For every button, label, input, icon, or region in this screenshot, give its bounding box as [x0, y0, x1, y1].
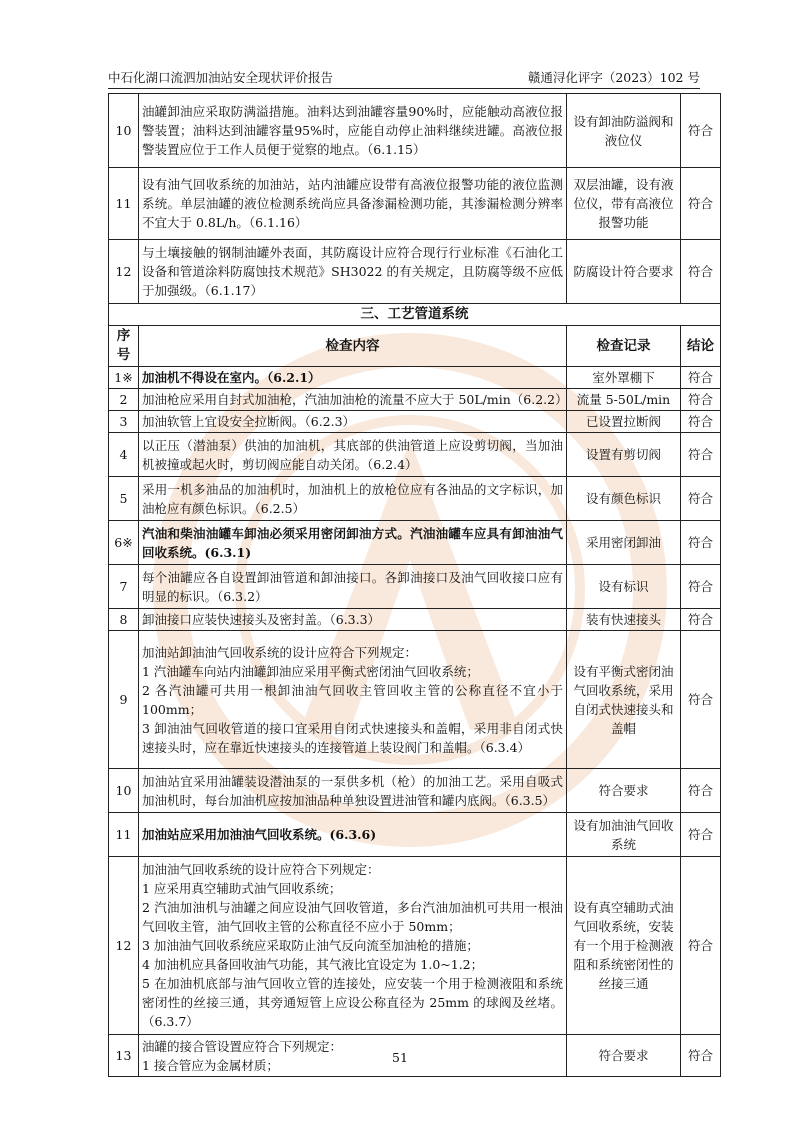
content-line: 油罐的接合管设置应符合下列规定： [142, 1038, 343, 1054]
row-number: 12 [109, 240, 139, 304]
check-record: 设有真空辅助式油气回收系统，安装有一个用于检测液阻和系统密闭性的丝接三通 [567, 857, 681, 1035]
check-record: 装有快速接头 [567, 609, 681, 631]
check-record: 已设置拉断阀 [567, 411, 681, 433]
check-record: 采用密闭卸油 [567, 521, 681, 565]
check-content: 卸油接口应装快速接头及密封盖。（6.3.3） [139, 609, 567, 631]
check-record: 流量 5-50L/min [567, 389, 681, 411]
section-header-row [109, 304, 721, 326]
table-row [109, 411, 721, 433]
check-content: 油罐卸油应采取防满溢措施。油料达到油罐容量90%时，应能触动高液位报警装置；油料达到油罐容量95%时，应能自动停止油料继续进罐。高液位报警装置应位于工作人员便于觉察的地点。（6.1.15） [139, 94, 567, 168]
table-row [109, 609, 721, 631]
column-header-conclusion: 结论 [681, 326, 721, 367]
check-record: 设置有剪切阀 [567, 433, 681, 477]
table-row [109, 367, 721, 389]
table-row [109, 433, 721, 477]
table-row [109, 94, 721, 168]
check-conclusion: 符合 [681, 769, 721, 813]
check-content: 加油枪应采用自封式加油枪，汽油加油枪的流量不应大于 50L/min（6.2.2） [139, 389, 567, 411]
table-row [109, 857, 721, 1035]
inspection-table [108, 93, 721, 1077]
table-row [109, 813, 721, 857]
content-line: 4 加油机应具备回收油气功能，其气液比宜设定为 1.0~1.2； [142, 957, 484, 972]
report-number: 赣通浔化评字（2023）102 号 [527, 70, 700, 85]
check-content: 加油机不得设在室内。（6.2.1） [139, 367, 567, 389]
row-number: 10 [109, 94, 139, 168]
row-number: 1※ [109, 367, 139, 389]
table-row [109, 477, 721, 521]
check-record: 双层油罐，设有液位仪，带有高液位报警功能 [567, 168, 681, 240]
row-number: 3 [109, 411, 139, 433]
check-content: 加油站应采用加油油气回收系统。(6.3.6) [139, 813, 567, 857]
content-line: 加油油气回收系统的设计应符合下列规定： [142, 862, 380, 877]
content-line: 3 卸油油气回收管道的接口宜采用自闭式快速接头和盖帽，采用非自闭式快速接头时，应在靠近快速接头的连接管道上装设阀门和盖帽。（6.3.4） [142, 720, 563, 755]
check-conclusion: 符合 [681, 94, 721, 168]
table-row [109, 631, 721, 769]
row-number: 5 [109, 477, 139, 521]
check-conclusion: 符合 [681, 433, 721, 477]
check-content: 采用一机多油品的加油机时，加油机上的放枪位应有各油品的文字标识，加油枪应有颜色标识。（6.2.5） [139, 477, 567, 521]
content-line: 2 各汽油罐可共用一根卸油油气回收主管回收主管的公称直径不宜小于 100mm； [142, 682, 563, 717]
row-number: 11 [109, 813, 139, 857]
check-conclusion: 符合 [681, 565, 721, 609]
table-row [109, 240, 721, 304]
check-record: 设有标识 [567, 565, 681, 609]
check-record: 符合要求 [567, 1035, 681, 1077]
row-number: 4 [109, 433, 139, 477]
check-conclusion: 符合 [681, 1035, 721, 1077]
content-line: 3 加油油气回收系统应采取防止油气反向流至加油枪的措施； [142, 938, 479, 953]
check-conclusion: 符合 [681, 813, 721, 857]
column-header-num: 序号 [109, 326, 139, 367]
row-number: 2 [109, 389, 139, 411]
content-line: 2 汽油加油机与油罐之间应设油气回收管道，多台汽油加油机可共用一根油气回收主管，油气回收主管的公称直径不应小于 50mm； [142, 900, 563, 934]
check-record: 设有加油油气回收系统 [567, 813, 681, 857]
check-conclusion: 符合 [681, 477, 721, 521]
table-row [109, 168, 721, 240]
check-conclusion: 符合 [681, 521, 721, 565]
row-number: 12 [109, 857, 139, 1035]
check-content [139, 631, 567, 769]
page-header [108, 68, 700, 88]
row-number: 8 [109, 609, 139, 631]
row-number: 11 [109, 168, 139, 240]
check-conclusion: 符合 [681, 411, 721, 433]
check-record: 设有平衡式密闭油气回收系统，采用自闭式快速接头和盖帽 [567, 631, 681, 769]
report-title: 中石化湖口流泗加油站安全现状评价报告 [108, 70, 334, 85]
check-record: 符合要求 [567, 769, 681, 813]
content-line: 1 汽油罐车向站内油罐卸油应采用平衡式密闭油气回收系统； [142, 663, 479, 679]
check-content: 与土壤接触的钢制油罐外表面，其防腐设计应符合现行行业标准《石油化工设备和管道涂料防腐蚀技术规范》SH3022 的有关规定，且防腐等级不应低于加强级。（6.1.17） [139, 240, 567, 304]
check-conclusion: 符合 [681, 367, 721, 389]
check-content: 加油站宜采用油罐装设潜油泵的一泵供多机（枪）的加油工艺。采用自吸式加油机时，每台加油机应按加油品种单独设置进油管和罐内底阀。（6.3.5） [139, 769, 567, 813]
check-content: 汽油和柴油油罐车卸油必须采用密闭卸油方式。汽油油罐车应具有卸油油气回收系统。(6.3.1) [139, 521, 567, 565]
column-header-record: 检查记录 [567, 326, 681, 367]
column-header-row [109, 326, 721, 367]
header-divider [108, 88, 700, 89]
content-line: 5 在加油机底部与油气回收立管的连接处，应安装一个用于检测液阻和系统密闭性的丝接三通，其旁通短管上应设公称直径为 25mm 的球阀及丝堵。（6.3.7） [142, 976, 563, 1029]
table-row [109, 769, 721, 813]
check-record: 设有卸油防溢阀和液位仪 [567, 94, 681, 168]
content-line: 1 接合管应为金属材质； [142, 1057, 279, 1073]
content-line: 加油站卸油油气回收系统的设计应符合下列规定： [142, 644, 418, 660]
check-content [139, 857, 567, 1035]
table-row [109, 389, 721, 411]
check-content: 每个油罐应各自设置卸油管道和卸油接口。各卸油接口及油气回收接口应有明显的标识。（6.3.2） [139, 565, 567, 609]
column-header-content: 检查内容 [139, 326, 567, 367]
check-content: 设有油气回收系统的加油站，站内油罐应设带有高液位报警功能的液位监测系统。单层油罐的液位检测系统尚应具备渗漏检测功能，其渗漏检测分辨率不宜大于 0.8L/h。（6.1.16） [139, 168, 567, 240]
check-conclusion: 符合 [681, 857, 721, 1035]
check-record: 防腐设计符合要求 [567, 240, 681, 304]
check-content: 加油软管上宜设安全拉断阀。（6.2.3） [139, 411, 567, 433]
section-title: 三、工艺管道系统 [109, 304, 721, 326]
row-number: 13 [109, 1035, 139, 1077]
check-conclusion: 符合 [681, 389, 721, 411]
check-conclusion: 符合 [681, 168, 721, 240]
page-number: 51 [392, 1050, 408, 1065]
check-conclusion: 符合 [681, 631, 721, 769]
content-line: 1 应采用真空辅助式油气回收系统； [142, 881, 342, 896]
table-row [109, 521, 721, 565]
check-conclusion: 符合 [681, 609, 721, 631]
check-record: 室外罩棚下 [567, 367, 681, 389]
table-row [109, 565, 721, 609]
row-number: 10 [109, 769, 139, 813]
check-conclusion: 符合 [681, 240, 721, 304]
row-number: 9 [109, 631, 139, 769]
check-content: 以正压（潜油泵）供油的加油机，其底部的供油管道上应设剪切阀，当加油机被撞或起火时，剪切阀应能自动关闭。（6.2.4） [139, 433, 567, 477]
check-record: 设有颜色标识 [567, 477, 681, 521]
row-number: 7 [109, 565, 139, 609]
row-number: 6※ [109, 521, 139, 565]
